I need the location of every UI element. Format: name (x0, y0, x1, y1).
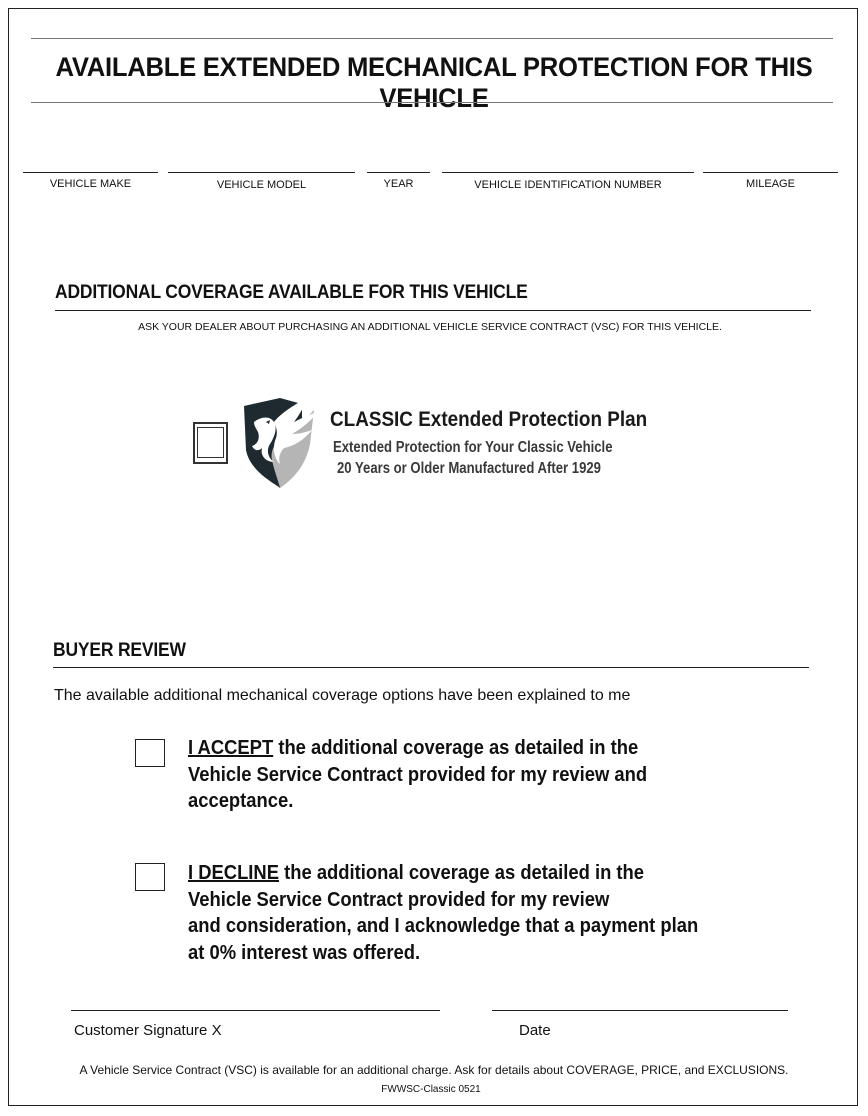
accept-line-1: the additional coverage as detailed in the (273, 737, 639, 759)
vin-label: VEHICLE IDENTIFICATION NUMBER (474, 179, 662, 191)
date-label: Date (519, 1022, 551, 1039)
customer-signature-field[interactable] (71, 1010, 440, 1011)
vehicle-model-field[interactable] (168, 172, 355, 173)
eagle-shield-icon (240, 392, 320, 492)
footer-disclaimer: A Vehicle Service Contract (VSC) is available for an additional charge. Ask for details about COVERAGE, PRICE, and EXCLUSIONS. (79, 1063, 789, 1077)
page-title: AVAILABLE EXTENDED MECHANICAL PROTECTION FOR THIS VEHICLE (55, 52, 813, 113)
review-statement: The available additional mechanical coverage options have been explained to me (54, 687, 631, 704)
title-top-rule (31, 38, 833, 39)
accept-checkbox[interactable] (135, 739, 165, 767)
form-code: FWWSC-Classic 0521 (381, 1084, 481, 1095)
decline-checkbox[interactable] (135, 863, 165, 891)
vehicle-make-label: VEHICLE MAKE (49, 178, 132, 190)
plan-name: CLASSIC Extended Protection Plan (330, 408, 648, 431)
date-field[interactable] (492, 1010, 788, 1011)
vehicle-make-field[interactable] (23, 172, 158, 173)
accept-line-3: acceptance. (188, 790, 294, 812)
accept-keyword: I ACCEPT (188, 737, 274, 759)
mileage-label: MILEAGE (746, 178, 795, 190)
decline-text (188, 860, 698, 966)
year-field[interactable] (367, 172, 430, 173)
plan-subtitle-2: 20 Years or Older Manufactured After 1929 (337, 460, 601, 477)
decline-line-1: the additional coverage as detailed in the (278, 862, 645, 884)
mileage-field[interactable] (703, 172, 838, 173)
accept-line-2: Vehicle Service Contract provided for my review and (188, 763, 648, 786)
buyer-review-rule (53, 667, 809, 668)
decline-line-4: at 0% interest was offered. (188, 941, 421, 964)
plan-checkbox-inner (197, 427, 224, 458)
decline-line-3: and consideration, and I acknowledge that a payment plan (188, 915, 699, 937)
buyer-review-heading: BUYER REVIEW (53, 640, 186, 661)
customer-signature-label: Customer Signature X (74, 1022, 222, 1039)
dealer-note: ASK YOUR DEALER ABOUT PURCHASING AN ADDITIONAL VEHICLE SERVICE CONTRACT (VSC) FOR THIS VEHICLE. (138, 321, 722, 333)
accept-text (188, 735, 647, 815)
decline-keyword: I DECLINE (188, 862, 279, 884)
additional-coverage-heading: ADDITIONAL COVERAGE AVAILABLE FOR THIS VEHICLE (55, 282, 528, 303)
vin-field[interactable] (442, 172, 694, 173)
additional-coverage-rule (55, 310, 811, 311)
plan-subtitle-1: Extended Protection for Your Classic Vehicle (333, 439, 613, 456)
year-label: YEAR (383, 178, 414, 190)
title-bottom-rule (31, 102, 833, 103)
decline-line-2: Vehicle Service Contract provided for my review (188, 888, 610, 911)
vehicle-model-label: VEHICLE MODEL (216, 179, 307, 191)
